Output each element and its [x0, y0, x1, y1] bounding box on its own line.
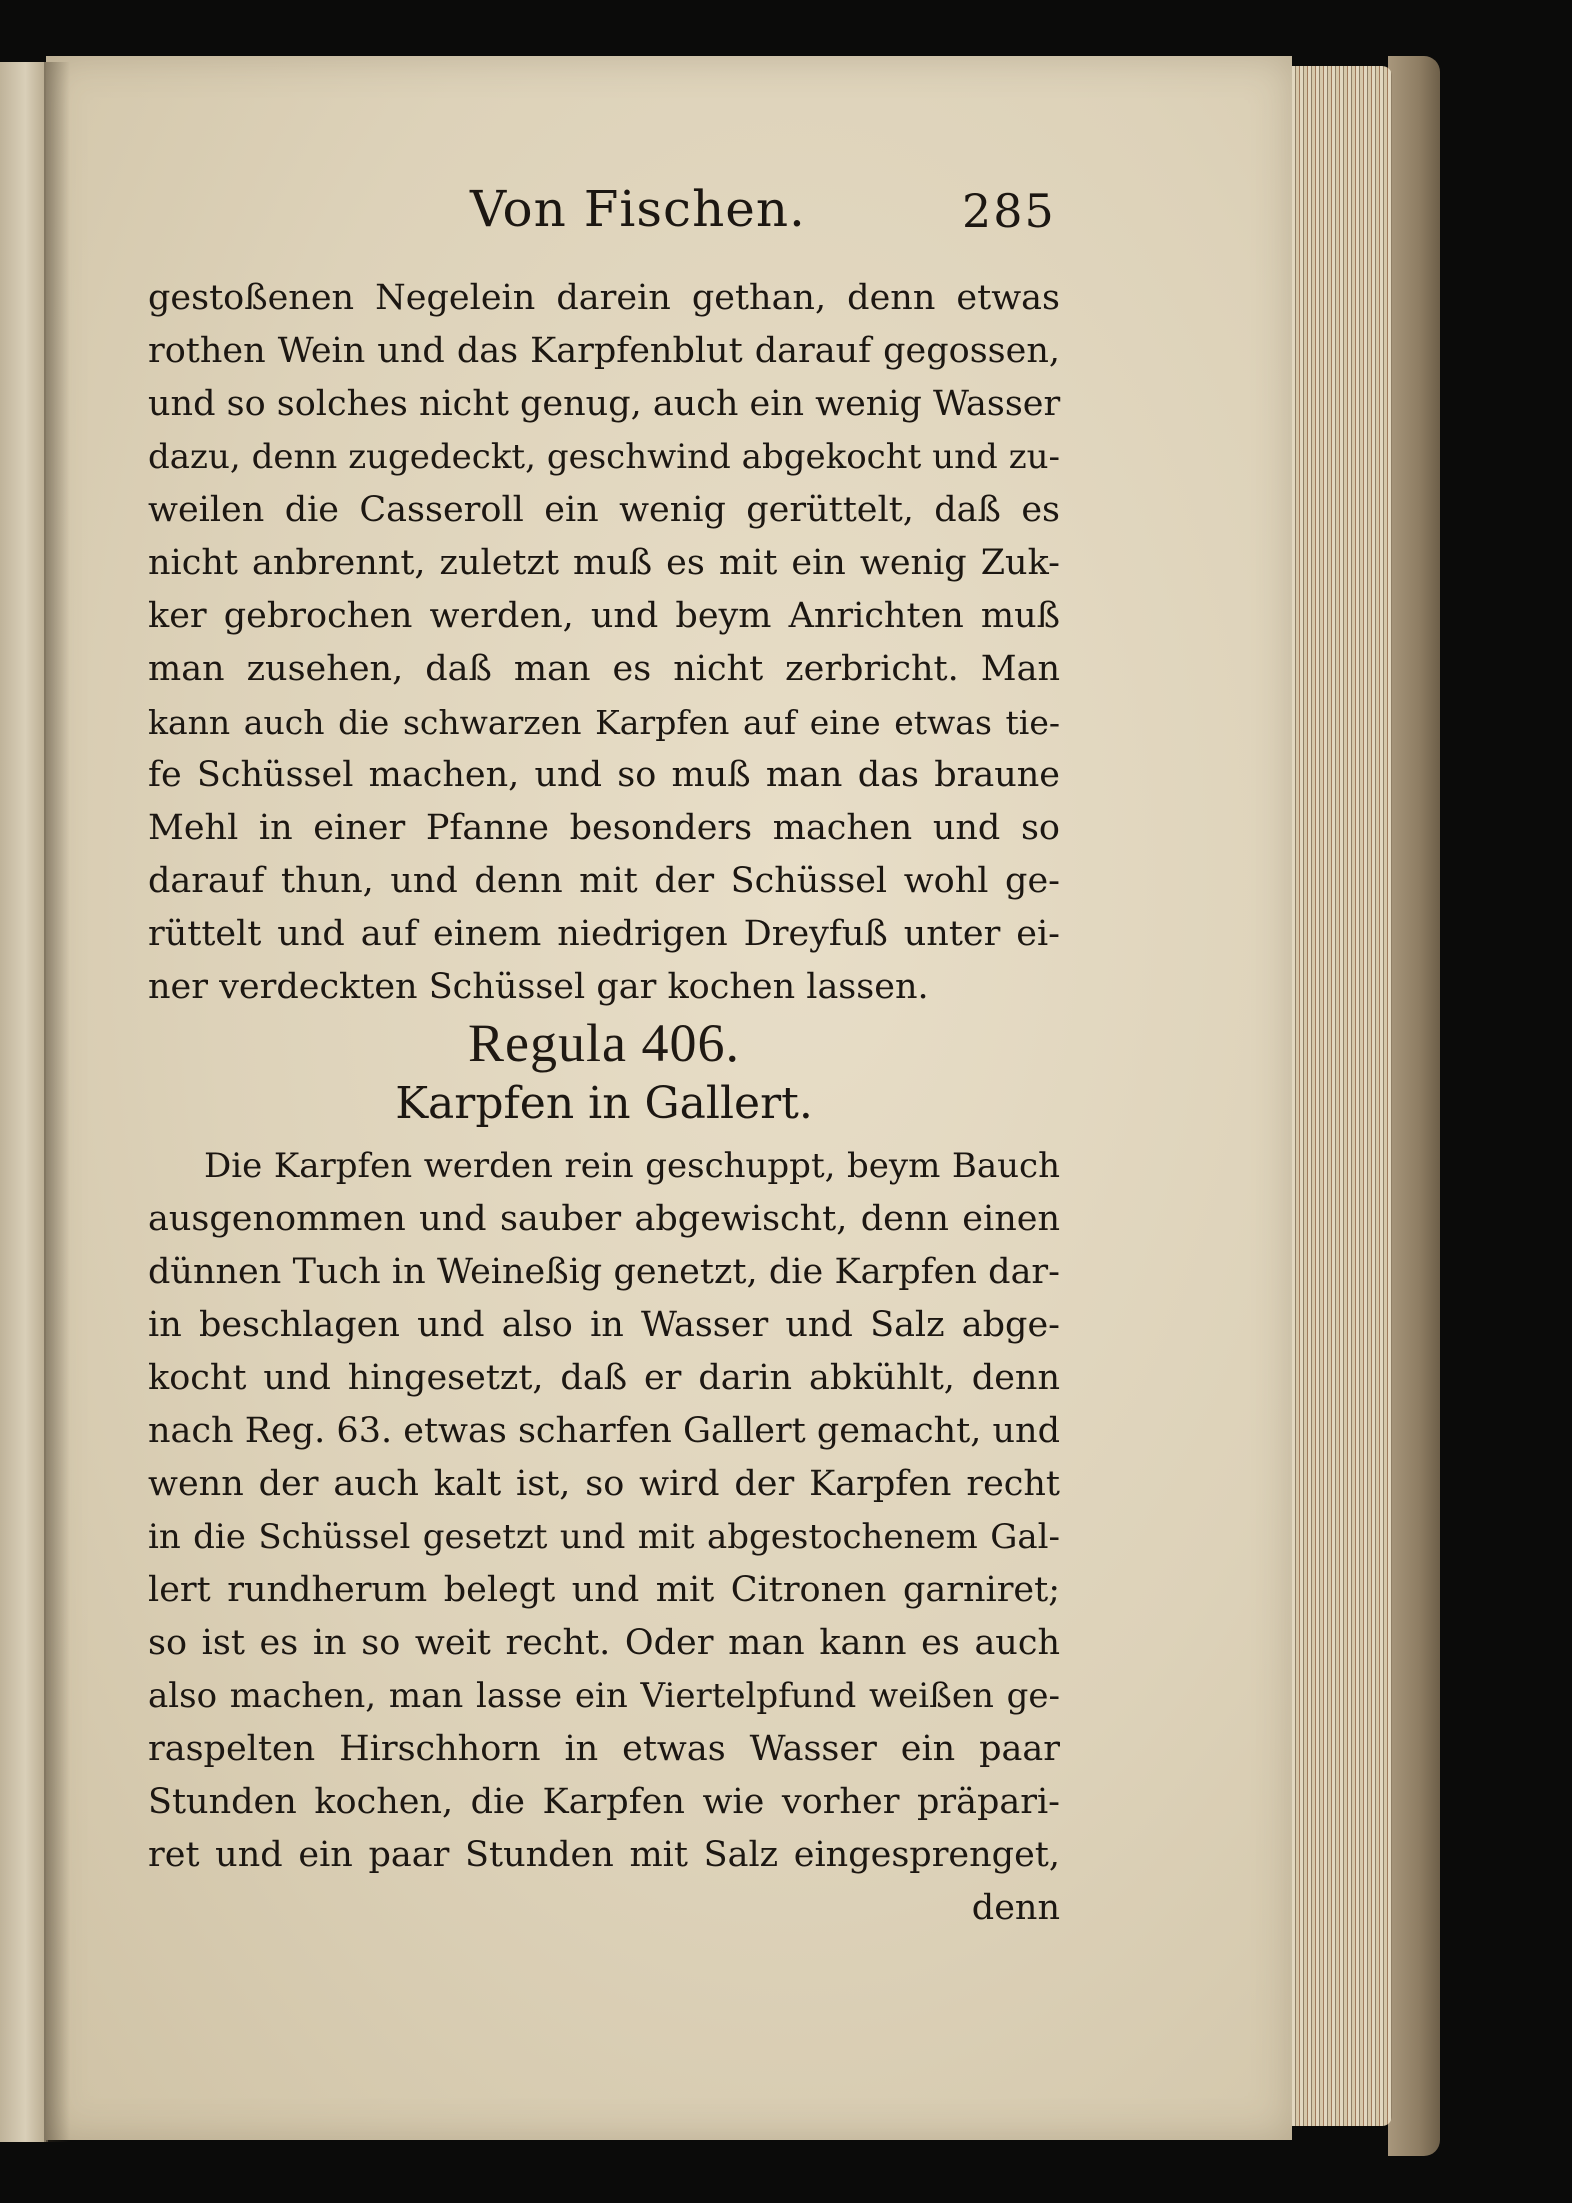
- text-line: rothen Wein und das Karpfenblut darauf gegossen,: [148, 331, 1060, 371]
- text-line: dazu, denn zugedeckt, geschwind abgekocht und zu-: [148, 437, 1060, 477]
- text-line: nicht anbrennt, zuletzt muß es mit ein wenig Zuk-: [148, 543, 1060, 583]
- text-line: man zusehen, daß man es nicht zerbricht. Man: [148, 649, 1060, 689]
- text-line: wenn der auch kalt ist, so wird der Karpfen recht: [148, 1464, 1060, 1504]
- left-page-edge: [0, 62, 48, 2142]
- page-header: [140, 180, 1080, 250]
- text-line: fe Schüssel machen, und so muß man das braune: [148, 755, 1060, 795]
- section-heading: Regula 406.: [468, 1013, 740, 1073]
- text-line: ausgenommen und sauber abgewischt, denn einen: [148, 1199, 1060, 1239]
- catchword: denn: [971, 1888, 1060, 1928]
- text-line: ker gebrochen werden, und beym Anrichten muß: [148, 596, 1060, 636]
- text-line: darauf thun, und denn mit der Schüssel wohl ge-: [148, 861, 1060, 901]
- text-line: dünnen Tuch in Weineßig genetzt, die Karpfen dar-: [148, 1252, 1060, 1292]
- text-line: kann auch die schwarzen Karpfen auf eine etwas tie-: [148, 703, 1060, 742]
- text-line: raspelten Hirschhorn in etwas Wasser ein paar: [148, 1729, 1060, 1769]
- text-line: also machen, man lasse ein Viertelpfund weißen ge-: [148, 1676, 1060, 1716]
- text-line: Die Karpfen werden rein geschuppt, beym Bauch: [204, 1146, 1060, 1186]
- text-line: nach Reg. 63. etwas scharfen Gallert gemacht, und: [148, 1411, 1060, 1451]
- text-line: ret und ein paar Stunden mit Salz eingesprenget,: [148, 1835, 1060, 1875]
- paragraph-1: [148, 272, 1060, 1014]
- text-line: in die Schüssel gesetzt und mit abgestochenem Gal-: [148, 1517, 1060, 1557]
- gutter-shadow: [44, 62, 70, 2142]
- text-line: so ist es in so weit recht. Oder man kann es auch: [148, 1623, 1060, 1663]
- page-number: 285: [962, 184, 1056, 238]
- text-line: gestoßenen Negelein darein gethan, denn etwas: [148, 278, 1060, 318]
- text-line: Stunden kochen, die Karpfen wie vorher präpari-: [148, 1782, 1060, 1822]
- text-line: lert rundherum belegt und mit Citronen garniret;: [148, 1570, 1060, 1610]
- text-line: rüttelt und auf einem niedrigen Dreyfuß unter ei-: [148, 914, 1060, 954]
- text-line: und so solches nicht genug, auch ein wenig Wasser: [148, 384, 1061, 424]
- section-subheading: Karpfen in Gallert.: [395, 1078, 813, 1129]
- text-line: Mehl in einer Pfanne besonders machen und so: [148, 808, 1060, 848]
- paragraph-2: [148, 1140, 1060, 1935]
- book-cover-edge: [1388, 56, 1440, 2156]
- text-line: kocht und hingesetzt, daß er darin abkühlt, denn: [148, 1358, 1060, 1398]
- running-title: Von Fischen.: [470, 180, 806, 238]
- page-block-edges: [1292, 66, 1392, 2126]
- text-line: weilen die Casseroll ein wenig gerüttelt, daß es: [148, 490, 1060, 530]
- text-line: in beschlagen und also in Wasser und Salz abge-: [148, 1305, 1060, 1345]
- text-line: ner verdeckten Schüssel gar kochen lassen.: [148, 967, 929, 1007]
